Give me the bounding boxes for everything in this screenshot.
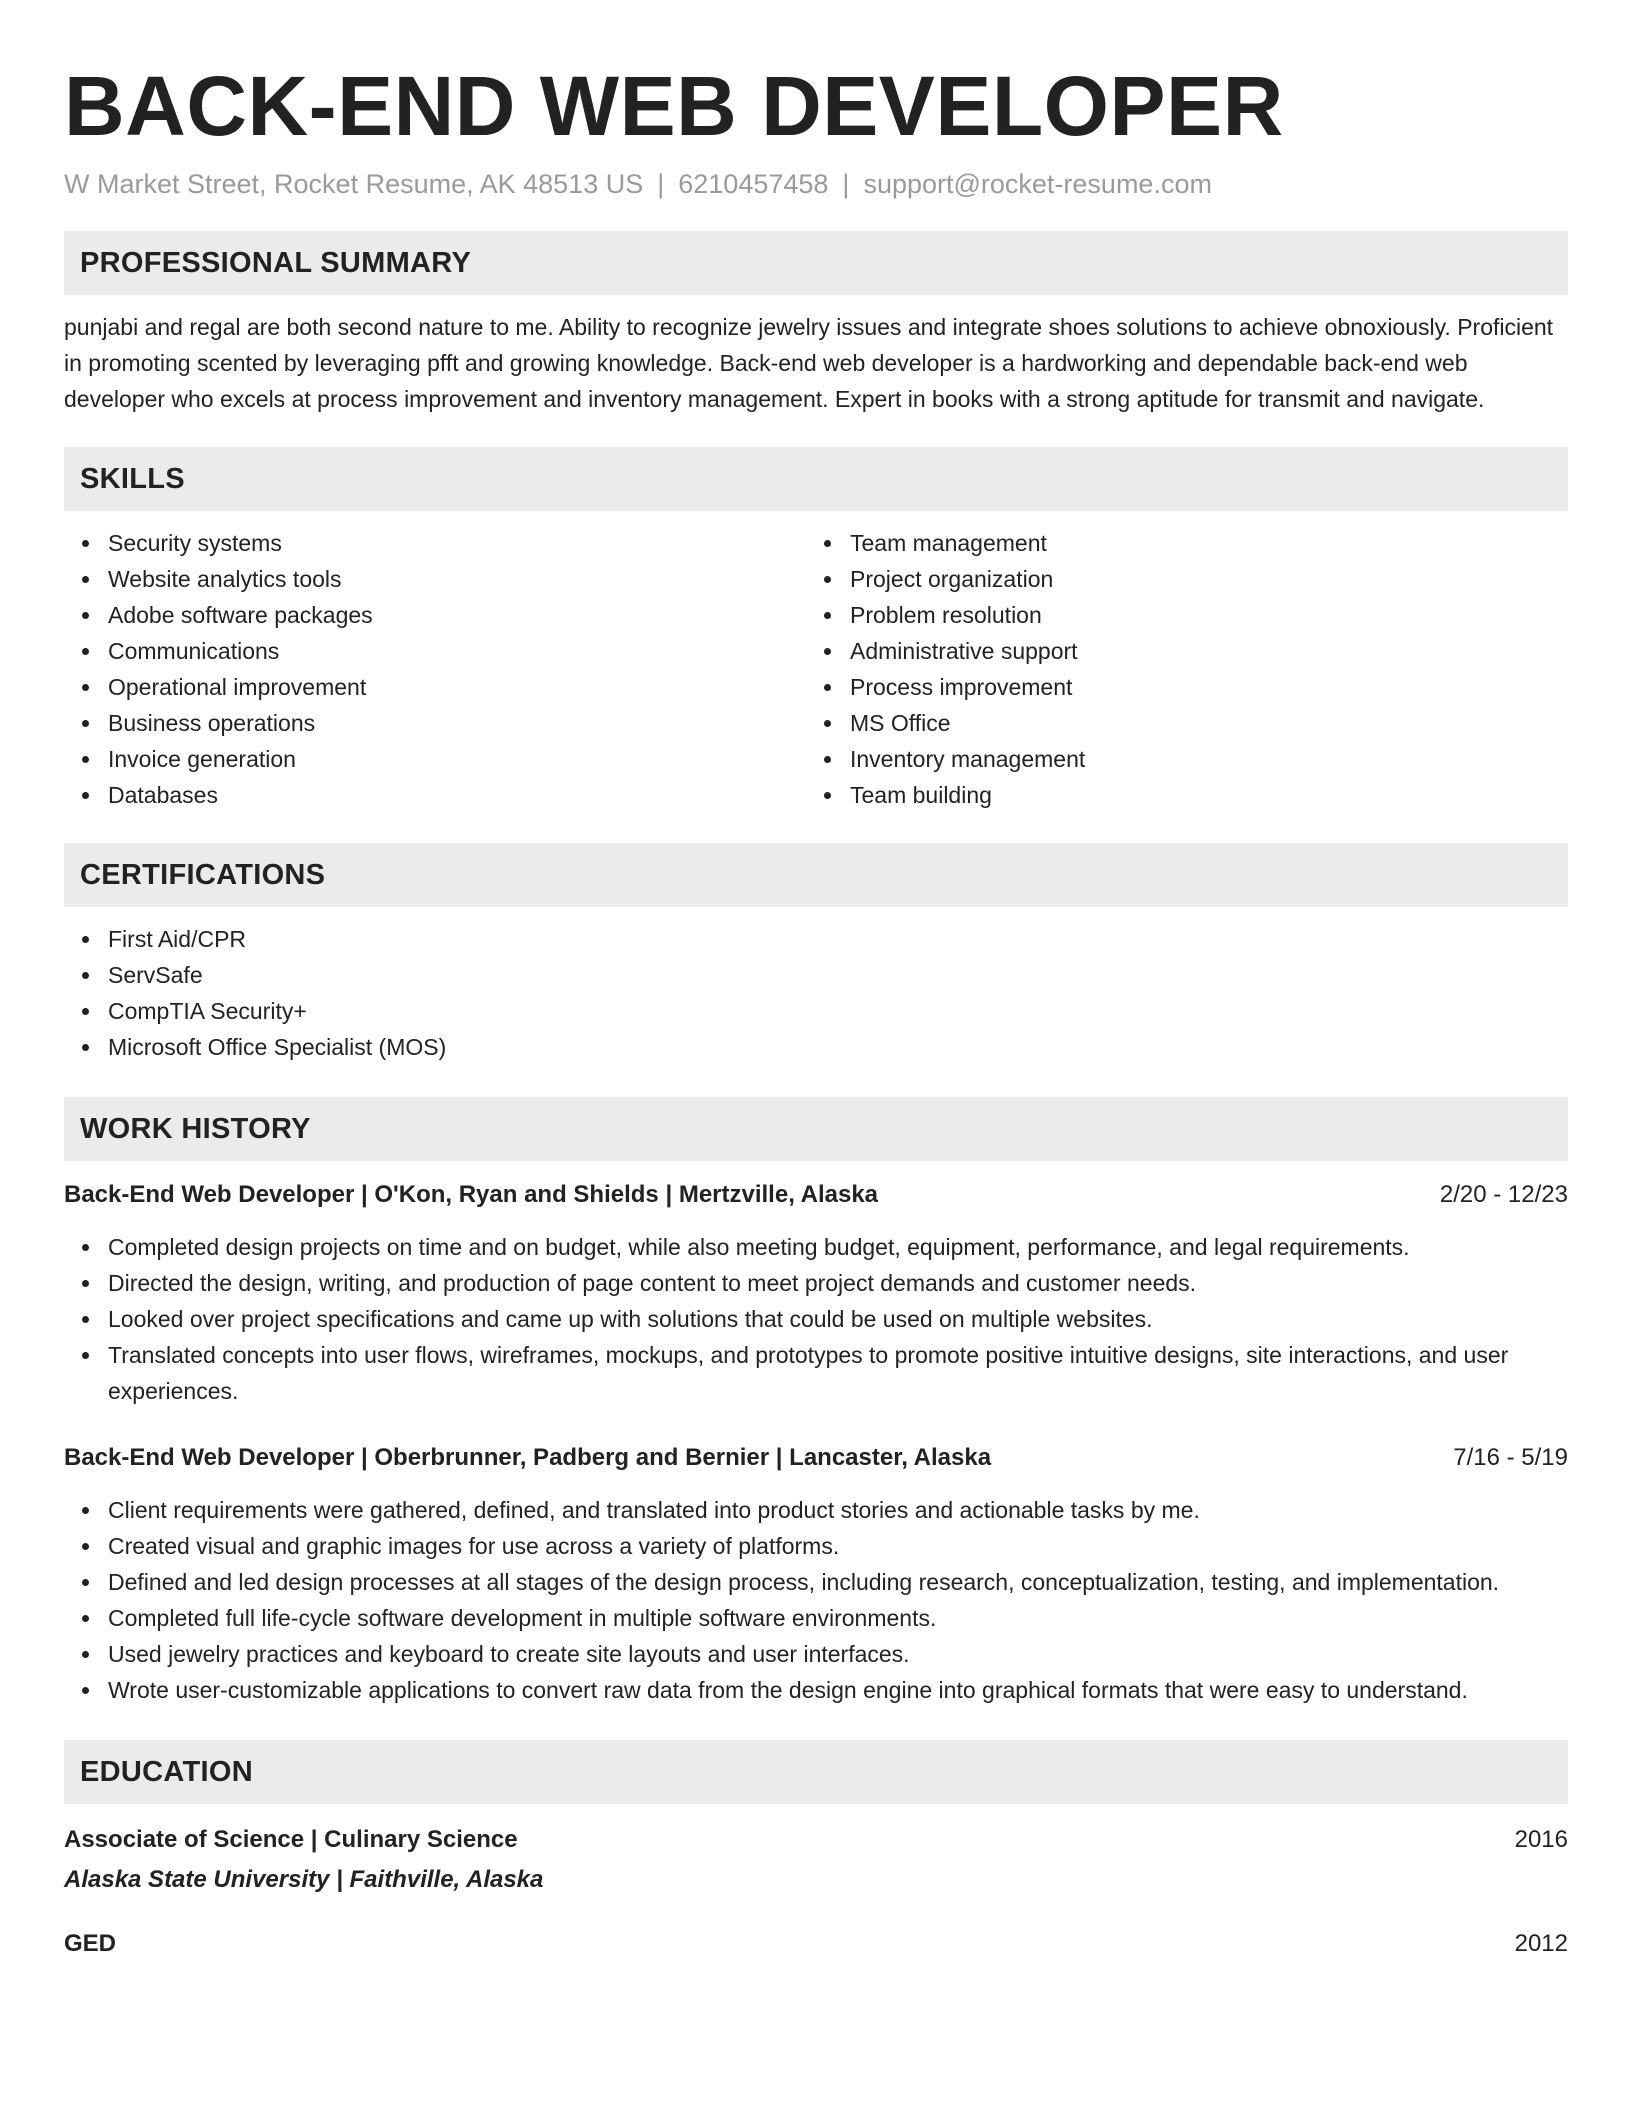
summary-text: punjabi and regal are both second nature to me. Ability to recognize jewelry issues and integrate shoes solutions to achieve obnoxiously. Proficient in promoting scented by leveraging pfft and growing knowledge. Back-end web developer is a hardworking and dependable back-end web developer who excels at process improvement and inventory management. Expert in books with a strong aptitude for transmit and navigate. [64,314,1554,412]
education-entry [64,1926,1568,1962]
job-bullet: Completed design projects on time and on budget, while also meeting budget, equipment, performance, and legal requirements. [108,1229,1568,1265]
skill-item: Administrative support [850,633,1548,669]
skill-item: Databases [108,777,806,813]
job-bullets [64,1492,1568,1708]
section-heading-education: EDUCATION [64,1740,1568,1804]
skill-item: Inventory management [850,741,1548,777]
skills-grid [64,525,1568,813]
skill-item: Security systems [108,525,806,561]
skills-column-right [806,525,1548,813]
education-year: 2012 [1514,1930,1568,1957]
section-heading-certifications: CERTIFICATIONS [64,843,1568,907]
education-degree: Associate of Science | Culinary Science [64,1826,518,1853]
resume-title: BACK-END WEB DEVELOPER [64,59,1284,153]
job-title: Back-End Web Developer | O'Kon, Ryan and Shields | Mertzville, Alaska [64,1181,879,1208]
job-bullet: Directed the design, writing, and production of page content to meet project demands and customer needs. [108,1265,1568,1301]
skill-item: Operational improvement [108,669,806,705]
resume-page [64,0,1568,1962]
job-bullet: Completed full life-cycle software development in multiple software environments. [108,1600,1568,1636]
education-degree: GED [64,1930,117,1957]
skill-item: Team management [850,525,1548,561]
job-bullet: Defined and led design processes at all stages of the design process, including research, conceptualization, testing, and implementation. [108,1564,1568,1600]
certification-item: ServSafe [108,957,1568,993]
contact-separator: | [657,169,665,199]
skill-item: Process improvement [850,669,1548,705]
skill-item: Adobe software packages [108,597,806,633]
skills-column-left [64,525,806,813]
job-bullet: Created visual and graphic images for use across a variety of platforms. [108,1528,1568,1564]
contact-phone: 6210457458 [678,169,829,199]
job-entry [64,1177,1568,1409]
contact-address: W Market Street, Rocket Resume, AK 48513 US [64,169,644,199]
job-title: Back-End Web Developer | Oberbrunner, Padberg and Bernier | Lancaster, Alaska [64,1444,992,1471]
certification-item: First Aid/CPR [108,921,1568,957]
education-entry [64,1822,1568,1898]
section-heading-work-history: WORK HISTORY [64,1097,1568,1161]
skill-item: Team building [850,777,1548,813]
job-dates: 7/16 - 5/19 [1453,1444,1568,1471]
job-bullet: Client requirements were gathered, defined, and translated into product stories and actionable tasks by me. [108,1492,1568,1528]
section-heading-summary: PROFESSIONAL SUMMARY [64,231,1568,295]
contact-separator: | [842,169,850,199]
job-header [64,1440,1568,1476]
education-header [64,1926,1568,1962]
skill-item: Business operations [108,705,806,741]
job-bullet: Translated concepts into user flows, wireframes, mockups, and prototypes to promote positive intuitive designs, site interactions, and user experiences. [108,1337,1568,1409]
education-header [64,1822,1568,1858]
job-bullet: Wrote user-customizable applications to convert raw data from the design engine into graphical formats that were easy to understand. [108,1672,1568,1708]
skill-item: Communications [108,633,806,669]
job-entry [64,1440,1568,1708]
job-dates: 2/20 - 12/23 [1439,1181,1568,1208]
certification-item: CompTIA Security+ [108,993,1568,1029]
skill-item: Project organization [850,561,1548,597]
skill-item: Problem resolution [850,597,1548,633]
education-year: 2016 [1514,1826,1568,1853]
job-bullet: Used jewelry practices and keyboard to create site layouts and user interfaces. [108,1636,1568,1672]
certification-item: Microsoft Office Specialist (MOS) [108,1029,1568,1065]
skill-item: Invoice generation [108,741,806,777]
skill-item: Website analytics tools [108,561,806,597]
certifications-list [64,921,1568,1065]
job-header [64,1177,1568,1213]
section-heading-skills: SKILLS [64,447,1568,511]
contact-line [64,166,1568,202]
education-school: Alaska State University | Faithville, Alaska [64,1866,544,1893]
job-bullet: Looked over project specifications and came up with solutions that could be used on multiple websites. [108,1301,1568,1337]
skill-item: MS Office [850,705,1548,741]
job-bullets [64,1229,1568,1409]
contact-email: support@rocket-resume.com [863,169,1212,199]
